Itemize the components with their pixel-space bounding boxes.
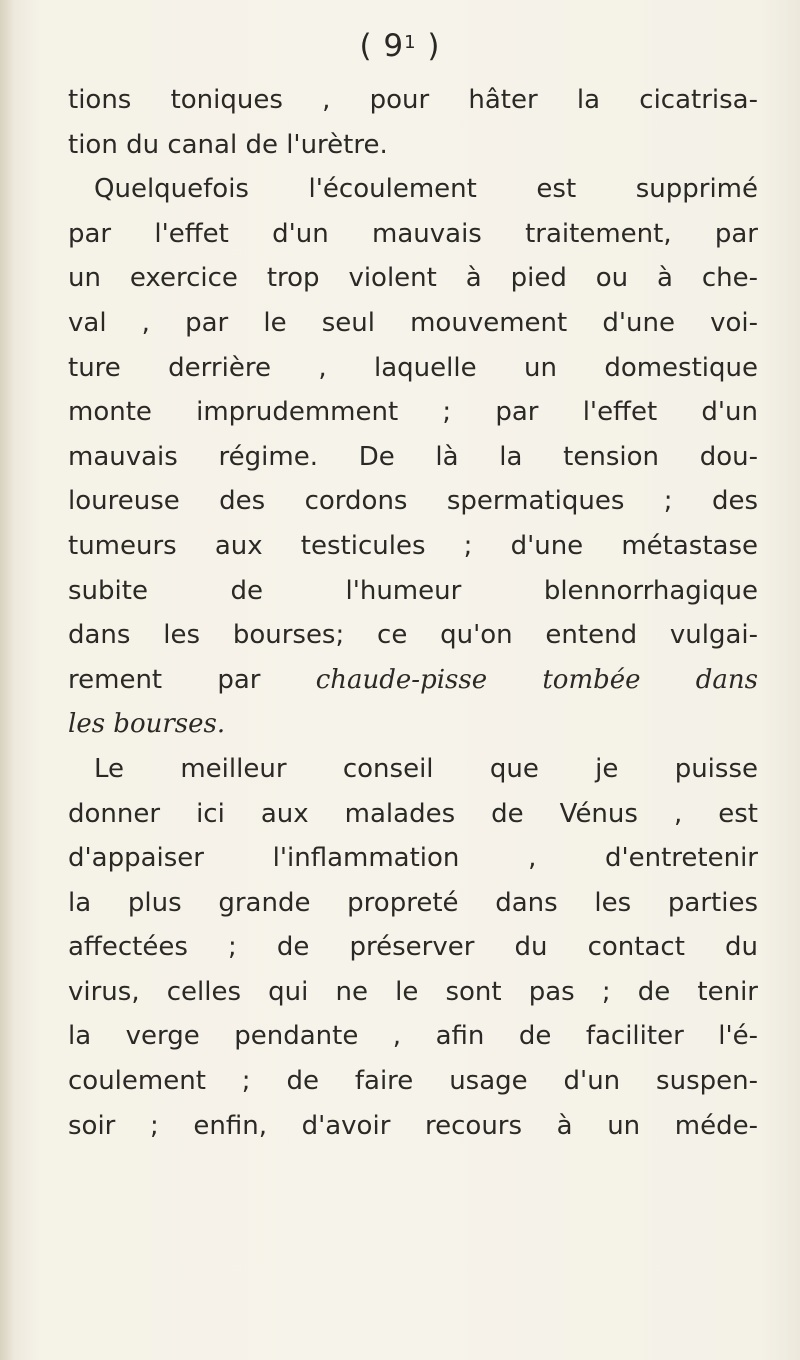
- text-line: la verge pendante , afin de faciliter l'é-: [68, 1021, 758, 1052]
- page-number-open: ( 9: [359, 28, 405, 64]
- text-line: soir ; enfin, d'avoir recours à un méde-: [68, 1110, 758, 1141]
- text-line: virus, celles qui ne le sont pas ; de tenir: [68, 976, 758, 1007]
- text-line: par l'effet d'un mauvais traitement, par: [68, 218, 758, 249]
- text-line: loureuse des cordons spermatiques ; des: [68, 486, 758, 517]
- text-line: val , par le seul mouvement d'une voi-: [68, 307, 758, 338]
- text-line-mixed: [68, 658, 758, 703]
- text-line: affectées ; de préserver du contact du: [68, 932, 758, 963]
- text-line: subite de l'humeur blennorrhagique: [68, 575, 758, 606]
- text-line: un exercice trop violent à pied ou à che-: [68, 263, 758, 294]
- text-line: monte imprudemment ; par l'effet d'un: [68, 397, 758, 428]
- text-line: Le meilleur conseil que je puisse: [94, 753, 758, 784]
- text-line: tions toniques , pour hâter la cicatrisa-: [68, 85, 758, 115]
- page-number-close: ): [416, 28, 441, 64]
- text-line: tumeurs aux testicules ; d'une métastase: [68, 530, 758, 561]
- text-line: d'appaiser l'inflammation , d'entretenir: [68, 843, 758, 874]
- text-roman: rement par: [68, 664, 316, 695]
- text-italic: chaude-pisse tombée dans: [315, 664, 758, 695]
- text-line: dans les bourses; ce qu'on entend vulgai-: [68, 620, 758, 651]
- text-line: donner ici aux malades de Vénus , est: [68, 798, 758, 829]
- text-line: la plus grande propreté dans les parties: [68, 887, 758, 918]
- text-line: coulement ; de faire usage d'un suspen-: [68, 1066, 758, 1097]
- text-line: mauvais régime. De là la tension dou-: [68, 441, 758, 472]
- body-text: [68, 78, 758, 1148]
- page-number: [0, 28, 800, 64]
- text-line-italic: les bourses.: [68, 709, 226, 740]
- gutter-shadow: [0, 0, 14, 1360]
- page-number-sup: 1: [404, 32, 417, 53]
- text-line: tion du canal de l'urètre.: [68, 129, 388, 160]
- text-line: ture derrière , laquelle un domestique: [68, 352, 758, 383]
- text-line: Quelquefois l'écoulement est supprimé: [94, 174, 758, 205]
